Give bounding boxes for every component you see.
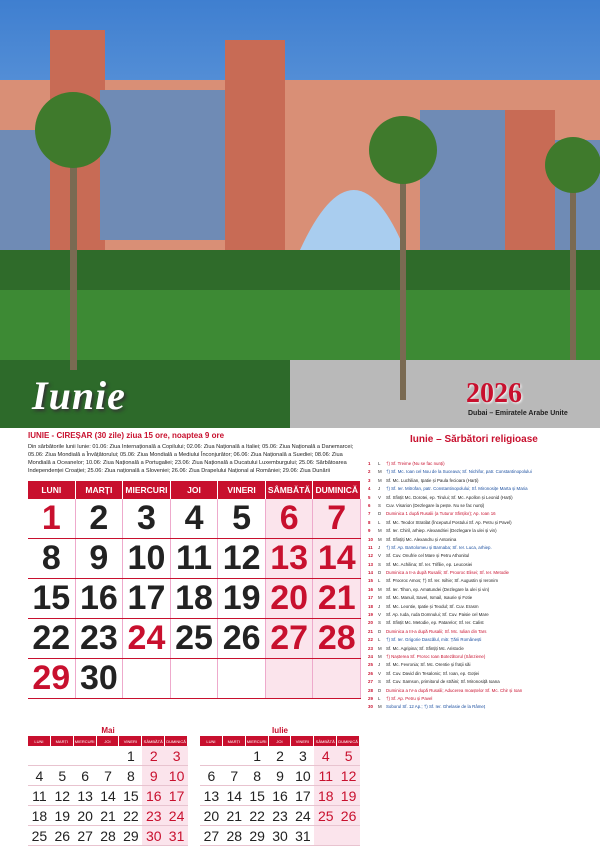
- day-cell: 24: [123, 619, 171, 658]
- entry-text: Duminica a III-a după Rusalii; Sf. Mc. Iulian din Tars: [386, 628, 487, 634]
- mini-day-cell: [28, 746, 51, 765]
- mini-weekday-label: DUMINICĂ: [337, 736, 360, 746]
- entry-weekday: L: [378, 695, 381, 701]
- mini-day-cell: 13: [77, 787, 93, 804]
- mini-week: [28, 826, 188, 846]
- day-cell: 12: [218, 539, 266, 578]
- day-cell: 22: [28, 619, 76, 658]
- mini-week: [28, 746, 188, 766]
- day-cell: 26: [218, 619, 266, 658]
- entry-text: Sf. Ap. Iuda, ruda Domnului; Sf. Cuv. Paisie cel Mare: [386, 612, 489, 618]
- mini-day-cell: 30: [142, 826, 165, 845]
- entry-text: Sf. Sfințit Mc. Dorotei, ep. Tirului; Sf. Mc. Apollon și Leonid (Harți): [386, 494, 513, 500]
- entry-weekday: M: [378, 528, 382, 534]
- entry-day-number: 30: [368, 704, 373, 710]
- mini-calendar-may: [28, 726, 188, 846]
- mini-day-cell: 31: [165, 826, 188, 845]
- entry-weekday: S: [378, 561, 381, 567]
- mini-day-cell: 19: [54, 807, 71, 824]
- entry-weekday: M: [378, 477, 382, 483]
- entry-text: Duminica a II-a după Rusalii; Sf. Prooroc Elisei; Sf. Ier. Metodie: [386, 570, 509, 576]
- mini-day-cell: 21: [100, 807, 116, 824]
- mini-weekday-label: MIERCURI: [246, 736, 269, 746]
- mini-weekday-label: JOI: [97, 736, 120, 746]
- weekday-label: SÂMBĂTĂ: [266, 481, 314, 499]
- mini-weekday-label: SÂMBĂTĂ: [142, 736, 165, 746]
- mini-day-cell: 22: [249, 807, 265, 824]
- entry-weekday: M: [378, 653, 382, 659]
- mini-day-cell: 13: [203, 787, 220, 804]
- entry-text: †) Sf. Ier. Mitrofan, patr. Constantinopolului; Sf. Mironosițe Marta și Maria: [386, 486, 528, 492]
- mini-day-cell: 18: [31, 807, 48, 824]
- mini-day-cell: [337, 826, 360, 845]
- mini-day-cell: 3: [165, 746, 188, 765]
- entry-text: Sf. Mc. Fevronia; Sf. Mc. Orentie și frații săi: [386, 662, 471, 668]
- mini-day-cell: 10: [165, 766, 188, 785]
- religious-entry: [368, 636, 596, 644]
- mini-day-cell: 11: [32, 787, 47, 804]
- weekday-label: MARȚI: [76, 481, 124, 499]
- mini-day-cell: 12: [337, 766, 360, 785]
- weekday-header: [28, 481, 361, 499]
- mini-day-cell: [97, 746, 120, 765]
- entry-weekday: S: [378, 679, 381, 685]
- entry-text: †) Sf. Ier. Grigorie Dascălul, mitr. Țării Românești: [386, 637, 482, 643]
- entry-weekday: D: [378, 511, 382, 517]
- mini-day-cell: 14: [226, 787, 243, 804]
- religious-entry: [368, 703, 596, 711]
- mini-day-cell: 4: [35, 767, 44, 784]
- mini-day-cell: 28: [226, 827, 243, 844]
- mini-day-cell: 14: [100, 787, 116, 804]
- mini-day-cell: 23: [142, 806, 165, 825]
- mini-weekday-label: MARȚI: [51, 736, 74, 746]
- religious-entry: [368, 695, 596, 703]
- religious-entry: [368, 460, 596, 468]
- religious-entry: [368, 536, 596, 544]
- mini-day-cell: [74, 746, 97, 765]
- entry-day-number: 6: [368, 502, 371, 508]
- mini-day-cell: 5: [337, 746, 360, 765]
- entry-weekday: D: [378, 687, 382, 693]
- religious-entry: [368, 687, 596, 695]
- religious-entry: [368, 670, 596, 678]
- religious-entry: [368, 653, 596, 661]
- mini-day-cell: 26: [54, 827, 71, 844]
- day-cell: 15: [28, 579, 76, 618]
- mini-week: [200, 786, 360, 806]
- entry-text: Sf. Cuv. David din Tesalonic; Sf. Ioan, ep. Goției: [386, 670, 480, 676]
- religious-entry: [368, 645, 596, 653]
- entry-text: †) Sf. Treime (Nu se fac nunți): [386, 461, 445, 466]
- entry-day-number: 15: [368, 578, 373, 584]
- religious-entry: [368, 519, 596, 527]
- mini-day-cell: 3: [298, 747, 307, 764]
- mini-week: [200, 806, 360, 826]
- entry-text: Sf. Sfințit Mc. Metodie, ep. Patarelor; Sf. Ier. Calist: [386, 620, 484, 626]
- entry-weekday: D: [378, 570, 382, 576]
- religious-entry: [368, 603, 596, 611]
- day-cell: 20: [266, 579, 314, 618]
- day-cell: 11: [171, 539, 219, 578]
- mini-weekday-header: [28, 736, 188, 746]
- mini-day-cell: 24: [295, 807, 311, 824]
- mini-weekday-label: VINERI: [119, 736, 142, 746]
- religious-entry: [368, 527, 596, 535]
- mini-week: [200, 826, 360, 846]
- entry-day-number: 16: [368, 586, 373, 592]
- entry-weekday: S: [378, 502, 381, 508]
- entry-text: Sf. Mc. Agripina; Sf. Sfințiți Mc. Aristocle: [386, 645, 464, 651]
- day-cell: 16: [76, 579, 124, 618]
- entry-text: Sf. Cuv. Samson, primitorul de străini; Sf. Mironosiță Ioana: [386, 679, 500, 685]
- entry-weekday: S: [378, 620, 381, 626]
- mini-day-cell: 1: [126, 747, 135, 764]
- entry-day-number: 4: [368, 486, 371, 492]
- religious-list: [368, 460, 596, 712]
- entry-weekday: M: [378, 536, 382, 542]
- entry-weekday: V: [378, 553, 381, 559]
- calendar-week: [28, 619, 361, 659]
- day-cell: 29: [28, 659, 76, 698]
- mini-day-cell: 7: [230, 767, 239, 784]
- mini-weekday-label: LUNI: [28, 736, 51, 746]
- religious-entry: [368, 594, 596, 602]
- day-cell: 4: [171, 499, 219, 538]
- calendar-week: [28, 499, 361, 539]
- day-cell: 30: [76, 659, 124, 698]
- day-cell: 28: [313, 619, 361, 658]
- religious-entry: [368, 619, 596, 627]
- mini-day-cell: 22: [123, 807, 139, 824]
- religious-entry: [368, 586, 596, 594]
- entry-text: Cuv. Visarion (Dezlegare la pește. Nu se fac nunți): [386, 502, 485, 508]
- entry-day-number: 26: [368, 670, 373, 676]
- religious-entry: [368, 502, 596, 510]
- entry-day-number: 13: [368, 561, 373, 567]
- mini-day-cell: 8: [253, 767, 262, 784]
- religious-entry: [368, 494, 596, 502]
- entry-text: †) Nașterea Sf. Proroc Ioan Botezătorul (Sânziene): [386, 653, 486, 659]
- religious-entry: [368, 468, 596, 476]
- calendar-week: [28, 659, 361, 699]
- entry-day-number: 3: [368, 477, 371, 483]
- entry-text: Sf. Ier. Tihon, ep. Amatundei (Dezlegare la ulei și vin): [386, 586, 490, 592]
- entry-weekday: L: [378, 578, 381, 584]
- entry-weekday: V: [378, 612, 381, 618]
- mini-day-cell: 23: [272, 807, 288, 824]
- mini-day-cell: 18: [314, 786, 337, 805]
- mini-weekday-header: [200, 736, 360, 746]
- religious-entry: [368, 552, 596, 560]
- mini-weekday-label: MARȚI: [223, 736, 246, 746]
- entry-weekday: D: [378, 628, 382, 634]
- mini-week: [200, 766, 360, 786]
- main-calendar-grid: [28, 481, 361, 699]
- day-cell: 14: [313, 539, 361, 578]
- entry-day-number: 24: [368, 653, 373, 659]
- entry-text: †) Sf. Ap. Petru și Pavel: [386, 695, 433, 701]
- religious-entry: [368, 611, 596, 619]
- mini-weekday-label: LUNI: [200, 736, 223, 746]
- day-cell: [123, 659, 171, 698]
- day-cell: [171, 659, 219, 698]
- entry-day-number: 8: [368, 519, 371, 525]
- day-cell: 3: [123, 499, 171, 538]
- year-title: 2026: [466, 378, 522, 409]
- mini-day-cell: 31: [295, 827, 311, 844]
- mini-day-cell: 9: [142, 766, 165, 785]
- mini-day-cell: 8: [126, 767, 135, 784]
- entry-text: †) Sf. Mc. Ioan cel Nou de la Suceava; Sf. Nichifor, patr. Constantinopolului: [386, 469, 532, 475]
- entry-text: Sf. Prooroc Amos; †) Sf. Ier. Isihie; Sf. Augustin și Ieronim: [386, 578, 499, 584]
- mini-weekday-label: DUMINICĂ: [165, 736, 188, 746]
- entry-day-number: 14: [368, 570, 373, 576]
- day-cell: 2: [76, 499, 124, 538]
- mini-day-cell: 2: [142, 746, 165, 765]
- day-cell: 25: [171, 619, 219, 658]
- weekday-label: LUNI: [28, 481, 76, 499]
- calendar-week: [28, 579, 361, 619]
- mini-may-title: Mai: [101, 726, 115, 735]
- entry-day-number: 10: [368, 536, 373, 542]
- entry-day-number: 22: [368, 637, 373, 643]
- mini-week: [28, 766, 188, 786]
- mini-day-cell: 5: [58, 767, 67, 784]
- mini-day-cell: 28: [100, 827, 116, 844]
- entry-day-number: 21: [368, 628, 373, 634]
- entry-text: Sf. Mc. Manuil, Savel, Ismail, Isaurie și Fotie: [386, 595, 473, 601]
- day-cell: 5: [218, 499, 266, 538]
- day-cell: 17: [123, 579, 171, 618]
- entry-weekday: L: [378, 461, 381, 466]
- day-cell: 9: [76, 539, 124, 578]
- mini-day-cell: [223, 746, 246, 765]
- religious-entry: [368, 628, 596, 636]
- mini-day-cell: 6: [81, 767, 90, 784]
- day-cell: 13: [266, 539, 314, 578]
- religious-entry: [368, 544, 596, 552]
- mini-day-cell: 29: [249, 827, 265, 844]
- religious-entry: [368, 510, 596, 518]
- mini-day-cell: 7: [104, 767, 112, 784]
- entry-day-number: 25: [368, 662, 373, 668]
- entry-weekday: M: [378, 469, 382, 475]
- day-cell: 6: [266, 499, 314, 538]
- day-cell: 23: [76, 619, 124, 658]
- religious-entry: [368, 577, 596, 585]
- mini-day-cell: 1: [253, 747, 262, 764]
- mini-day-cell: 17: [295, 787, 311, 804]
- religious-entry: [368, 661, 596, 669]
- entry-day-number: 18: [368, 603, 373, 609]
- religious-entry: [368, 477, 596, 485]
- mini-day-cell: 10: [295, 767, 311, 784]
- entry-day-number: 2: [368, 469, 371, 475]
- mini-weekday-label: JOI: [269, 736, 292, 746]
- entry-day-number: 29: [368, 695, 373, 701]
- mini-day-cell: 17: [165, 786, 188, 805]
- mini-day-cell: 30: [272, 827, 288, 844]
- photo-location: Dubai – Emiratele Arabe Unite: [468, 410, 568, 417]
- mini-day-cell: 25: [31, 827, 48, 844]
- mini-day-cell: 6: [207, 767, 216, 784]
- mini-day-cell: 2: [276, 747, 284, 764]
- entry-text: Duminica a IV-a după Rusalii; Aducerea moaștelor Sf. Mc. Chir și Ioan: [386, 687, 523, 693]
- entry-weekday: M: [378, 595, 382, 601]
- day-cell: 21: [313, 579, 361, 618]
- day-cell: [313, 659, 361, 698]
- mini-day-cell: 16: [272, 787, 288, 804]
- entry-text: Sf. Mc. Achilina; Sf. Ier. Trifilie, ep. Leucosiei: [386, 561, 473, 567]
- mini-day-cell: 19: [337, 786, 360, 805]
- entry-text: Sf. Ier. Chiril, arhiep. Alexandriei (Dezlegare la ulei și vin): [386, 528, 497, 534]
- mini-july-title: Iulie: [271, 726, 288, 735]
- entry-day-number: 20: [368, 620, 373, 626]
- entry-weekday: J: [378, 662, 381, 668]
- mini-day-cell: 27: [77, 827, 93, 844]
- mini-weekday-label: SÂMBĂTĂ: [314, 736, 337, 746]
- entry-text: Sf. Sfințiți Mc. Alexandru și Antonina: [386, 536, 457, 542]
- mini-day-cell: 11: [314, 766, 337, 785]
- entry-day-number: 28: [368, 687, 373, 693]
- entry-day-number: 19: [368, 612, 373, 618]
- day-cell: 10: [123, 539, 171, 578]
- entry-weekday: V: [378, 670, 381, 676]
- entry-text: Sf. Mc. Teodor Stratilat (Începutul Postului Sf. Ap. Petru și Pavel): [386, 519, 512, 525]
- religious-entry: [368, 485, 596, 493]
- entry-day-number: 7: [368, 511, 371, 517]
- entry-day-number: 11: [368, 544, 373, 550]
- religious-entry: [368, 678, 596, 686]
- entry-text: Sf. Mc. Leontie, Ipatie și Teodul; Sf. Cuv. Erasm: [386, 603, 479, 609]
- mini-day-cell: [200, 746, 223, 765]
- mini-day-cell: 15: [249, 787, 265, 804]
- mini-day-cell: [314, 826, 337, 845]
- entry-day-number: 5: [368, 494, 371, 500]
- weekday-label: JOI: [171, 481, 219, 499]
- mini-day-cell: 16: [142, 786, 165, 805]
- mini-weekday-label: VINERI: [291, 736, 314, 746]
- entry-day-number: 27: [368, 679, 373, 685]
- day-cell: [218, 659, 266, 698]
- entry-text: Duminica 1 după Rusalii (a Tuturor Sfinților); Ap. Ioan 16: [386, 511, 496, 517]
- mini-day-cell: 20: [203, 807, 220, 824]
- entry-weekday: J: [378, 603, 381, 609]
- entry-text: Soborul Sf. 12 Ap.; †) Sf. Ier. Ghelasie de la Râmeț: [386, 704, 486, 710]
- entry-weekday: V: [378, 494, 381, 500]
- weekday-label: MIERCURI: [123, 481, 171, 499]
- day-cell: 7: [313, 499, 361, 538]
- entry-text: †) Sf. Ap. Bartolomeu și Barnaba; Sf. Ier. Luca, arhiep.: [386, 544, 492, 550]
- entry-day-number: 17: [368, 595, 373, 601]
- entry-text: Sf. Cuv. Onufrie cel Mare și Petru Athonitul: [386, 553, 470, 559]
- religious-title: Iunie – Sărbători religioase: [410, 434, 538, 445]
- mini-day-cell: 21: [226, 807, 243, 824]
- holidays-text: Din sărbătorile lunii Iunie: 01.06: Ziua Internațională a Copilului; 02.06: Ziua Națională a Italiei; 05.06: Ziua Națională a Danemarcei; 05.06: Ziua Mondială a Învățătorului; 05.06: Ziua Mondială a Mediului Înconjurător; 06.06: Ziua Națională a Suediei; 08.06: Ziua Mondială a Oceanelor; 10.06: Ziua Națională a Portugaliei; 23.06: Ziua Națională a Ducatului Luxemburgului; 25.06: Sărbătoarea Independenței Croației; 25.06: Ziua națională a Sloveniei; 26.06: Ziua Drapelului Național al României; 29.06: Ziua Dunării: [28, 444, 354, 474]
- mini-day-cell: 9: [276, 767, 284, 784]
- religious-entry: [368, 569, 596, 577]
- day-cell: 27: [266, 619, 314, 658]
- mini-week: [200, 746, 360, 766]
- day-cell: 18: [171, 579, 219, 618]
- entry-day-number: 1: [368, 461, 371, 466]
- day-cell: 1: [28, 499, 76, 538]
- mini-day-cell: [51, 746, 74, 765]
- entry-weekday: M: [378, 645, 382, 651]
- entry-day-number: 12: [368, 553, 373, 559]
- mini-day-cell: 20: [77, 807, 93, 824]
- calendar-week: [28, 539, 361, 579]
- day-cell: [266, 659, 314, 698]
- entry-day-number: 9: [368, 528, 371, 534]
- weekday-label: VINERI: [218, 481, 266, 499]
- month-banner: IUNIE - CIREȘAR (30 zile) ziua 15 ore, noaptea 9 ore: [28, 431, 225, 440]
- entry-day-number: 23: [368, 645, 373, 651]
- mini-week: [28, 786, 188, 806]
- entry-weekday: M: [378, 586, 382, 592]
- entry-weekday: J: [378, 544, 381, 550]
- entry-weekday: J: [378, 486, 381, 492]
- day-cell: 8: [28, 539, 76, 578]
- mini-day-cell: 12: [54, 787, 71, 804]
- entry-weekday: M: [378, 704, 382, 710]
- weekday-label: DUMINICĂ: [313, 481, 361, 499]
- mini-week: [28, 806, 188, 826]
- month-title: Iunie: [32, 373, 126, 418]
- entry-text: Sf. Mc. Luchilian, Ipatie și Paula fecioara (Harți): [386, 477, 479, 483]
- religious-entry: [368, 561, 596, 569]
- mini-weekday-label: MIERCURI: [74, 736, 97, 746]
- mini-day-cell: 29: [123, 827, 139, 844]
- day-cell: 19: [218, 579, 266, 618]
- mini-calendar-july: [200, 726, 360, 846]
- mini-day-cell: 27: [203, 827, 220, 844]
- entry-weekday: L: [378, 519, 381, 525]
- mini-day-cell: 15: [123, 787, 139, 804]
- mini-day-cell: 24: [165, 806, 188, 825]
- entry-weekday: L: [378, 637, 381, 643]
- mini-day-cell: 26: [337, 806, 360, 825]
- mini-day-cell: 4: [314, 746, 337, 765]
- mini-day-cell: 25: [314, 806, 337, 825]
